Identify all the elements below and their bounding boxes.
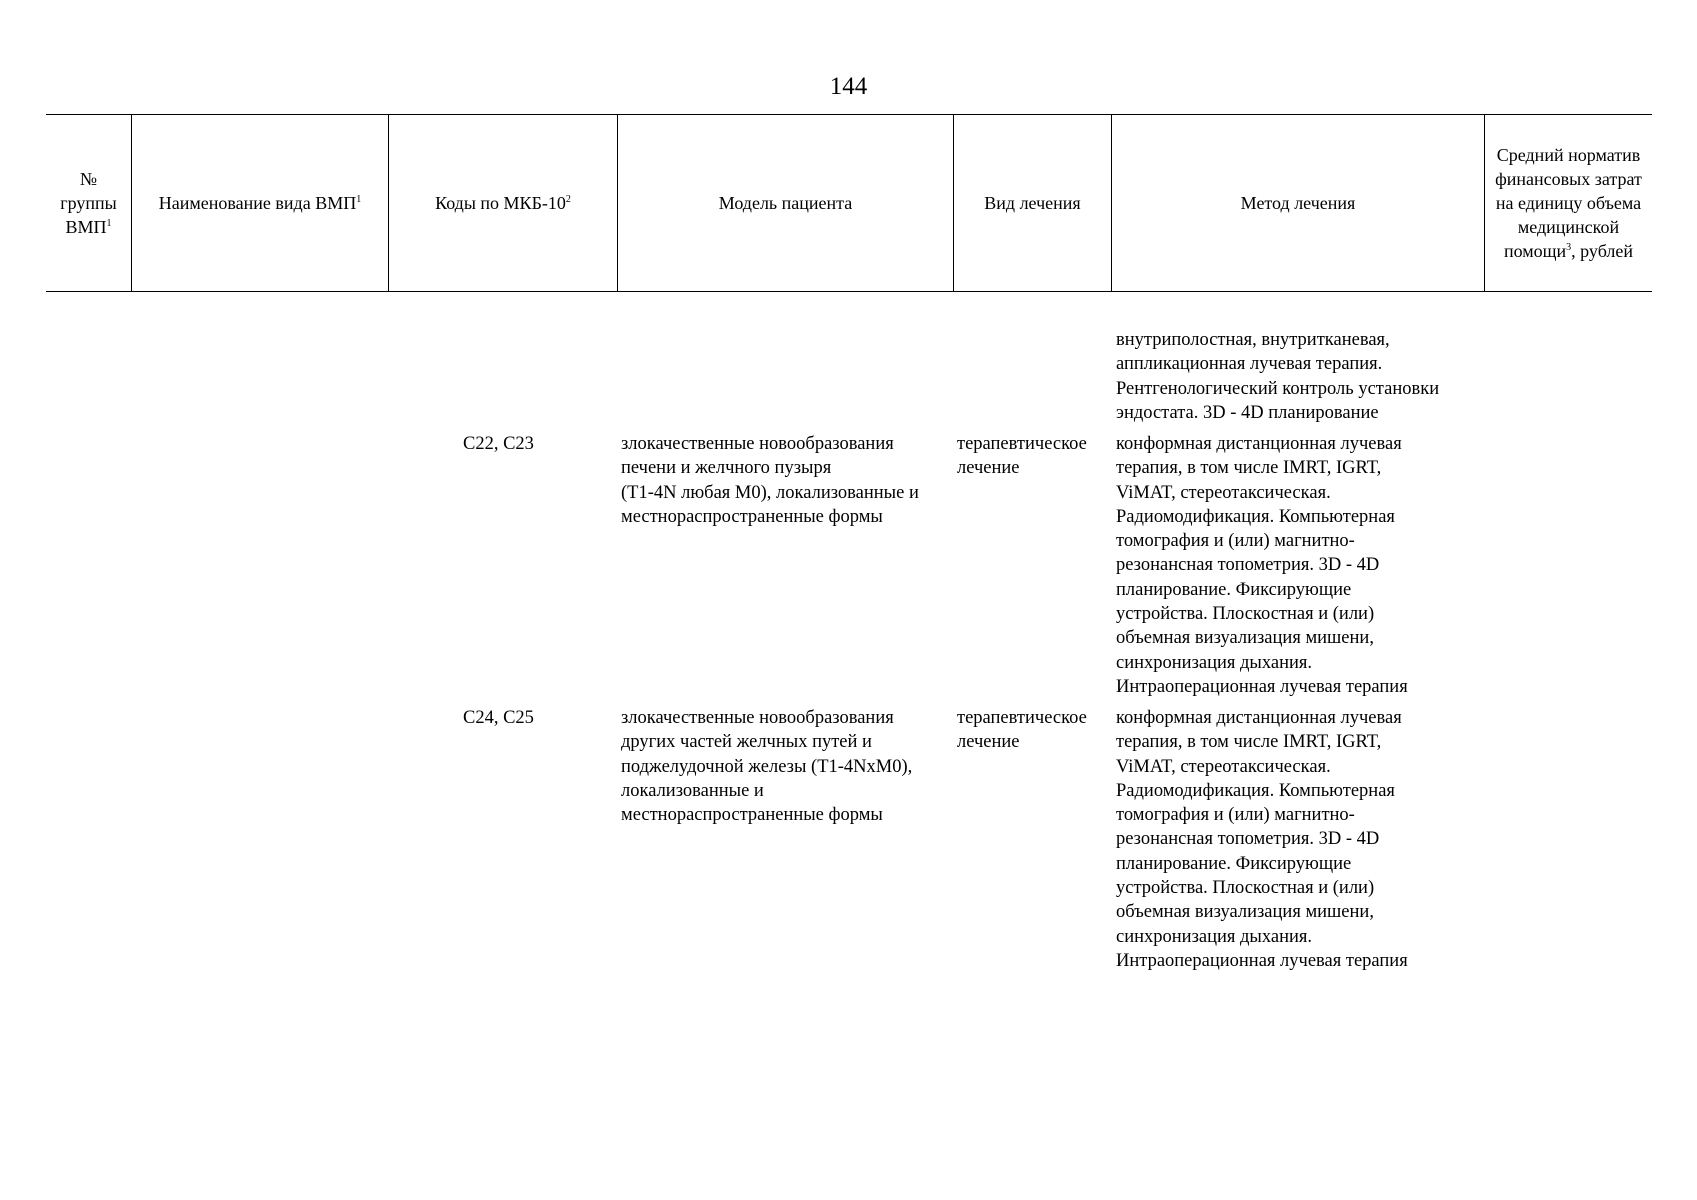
row-icd-codes: C24, C25 bbox=[463, 708, 534, 728]
header-vmp-name bbox=[132, 115, 389, 291]
header-cost-standard-label: Средний норматив финансовых затрат на единицу объема медицинской помощи bbox=[1495, 145, 1642, 261]
header-cost-standard bbox=[1485, 115, 1652, 291]
header-treatment-method bbox=[1112, 115, 1485, 291]
row-treatment-method: конформная дистанционная лучевая терапия, в том числе IMRT, IGRT, ViMAT, стереотаксическая. Радиомодификация. Компьютерная томография и (или) магнитно- резонансная топометрия. 3D - 4D планирование. Фиксирующие устройства. Плоскостная и (или) объемная визуализация мишени, синхронизация дыхания. Интраоперационная лучевая терапия bbox=[1116, 434, 1408, 697]
header-icd-codes-footnote: 2 bbox=[565, 194, 571, 205]
row-patient-model: злокачественные новообразования других частей желчных путей и поджелудочной железы (T1-4NxM0), локализованные и местнораспространенные формы bbox=[621, 708, 913, 826]
continuation-method: внутриполостная, внутритканевая, аппликационная лучевая терапия. Рентгенологический контроль установки эндостата. 3D - 4D планирование bbox=[1116, 330, 1440, 423]
header-vmp-name-label: Наименование вида ВМП bbox=[158, 193, 357, 213]
header-icd-codes-label: Коды по МКБ-10 bbox=[435, 193, 566, 213]
header-patient-model-label: Модель пациента bbox=[718, 193, 853, 213]
row-patient-model: злокачественные новообразования печени и желчного пузыря (T1-4N любая M0), локализованные и местнораспространенные формы bbox=[621, 434, 919, 527]
table-header bbox=[46, 114, 1652, 292]
header-cost-standard-unit: , рублей bbox=[1571, 241, 1634, 261]
row-treatment-type: терапевтическое лечение bbox=[957, 708, 1087, 753]
header-patient-model bbox=[618, 115, 954, 291]
row-icd-codes: C22, C23 bbox=[463, 434, 534, 454]
header-vmp-name-footnote: 1 bbox=[356, 194, 362, 205]
page-number: 144 bbox=[829, 73, 868, 100]
header-group-number-label: № группы ВМП bbox=[60, 169, 117, 237]
header-icd-codes bbox=[389, 115, 618, 291]
header-cost-standard-footnote: 3 bbox=[1566, 242, 1572, 253]
header-treatment-type bbox=[954, 115, 1112, 291]
row-treatment-type: терапевтическое лечение bbox=[957, 434, 1087, 479]
header-group-number bbox=[46, 115, 132, 291]
header-treatment-type-label: Вид лечения bbox=[984, 193, 1081, 213]
header-treatment-method-label: Метод лечения bbox=[1240, 193, 1356, 213]
row-treatment-method: конформная дистанционная лучевая терапия, в том числе IMRT, IGRT, ViMAT, стереотаксическая. Радиомодификация. Компьютерная томография и (или) магнитно- резонансная топометрия. 3D - 4D планирование. Фиксирующие устройства. Плоскостная и (или) объемная визуализация мишени, синхронизация дыхания. Интраоперационная лучевая терапия bbox=[1116, 708, 1408, 971]
header-group-number-footnote: 1 bbox=[106, 218, 112, 229]
